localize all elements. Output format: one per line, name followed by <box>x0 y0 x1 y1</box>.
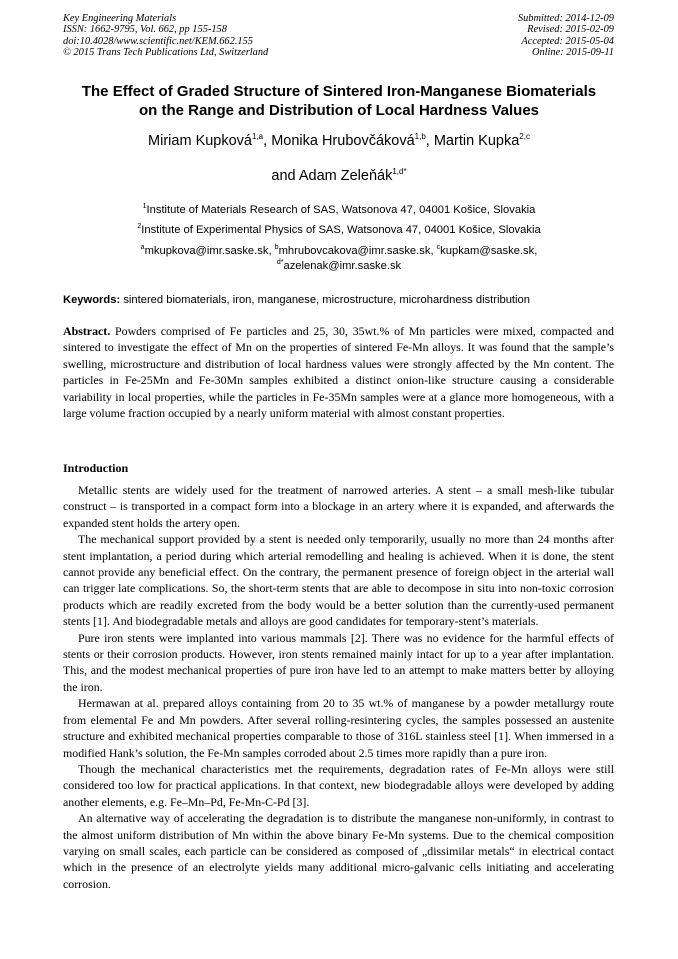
keywords <box>63 293 623 307</box>
paragraph: Metallic stents are widely used for the treatment of narrowed arteries. A stent – a small mesh-like tubular construct – is transported in a compact form into a blockage in an artery where it is expanded, and afterwards the expanded stent holds the artery open. <box>63 483 614 530</box>
author-name: Adam Zeleňák <box>298 168 393 184</box>
abstract-text: Powders comprised of Fe particles and 25, 30, 35wt.% of Mn particles were mixed, compacted and sintered to investigate the effect of Mn on the properties of sintered Fe-Mn alloys. It was found that the sample’s swelling, microstructure and distribution of local hardness values were strongly affected by the Mn content. The particles in Fe-25Mn and Fe-30Mn samples exhibited a distinct onion-like structure causing a considerable variability in local properties, while the particles in Fe-35Mn samples were at a glance more homogeneous, with a large volume fraction occupied by a nearly uniform material with almost constant properties. <box>63 324 614 421</box>
affiliation <box>40 223 638 237</box>
abstract <box>63 323 614 421</box>
author-name: Martin Kupka <box>433 133 520 149</box>
affiliation-text: Institute of Materials Research of SAS, Watsonova 47, 04001 Košice, Slovakia <box>146 204 536 216</box>
author-affiliation-mark: 2,c <box>519 132 530 141</box>
paragraph: Though the mechanical characteristics met the requirements, degradation rates of Fe-Mn alloys were still considered too low for practical applications. In that context, new biodegradable alloys were developed by adding another elements, e.g. Fe–Mn–Pd, Fe-Mn-C-Pd [3]. <box>63 761 614 809</box>
author-list <box>40 132 638 150</box>
author-affiliation-mark: 1,a <box>252 132 264 141</box>
keywords-label: Keywords: <box>63 294 121 306</box>
email-address: mhrubovcakova@imr.saske.sk, <box>278 245 437 257</box>
abstract-label: Abstract. <box>63 324 111 338</box>
affiliation-text: Institute of Experimental Physics of SAS, Watsonova 47, 04001 Košice, Slovakia <box>141 224 541 236</box>
email-address: azelenak@imr.saske.sk <box>283 260 402 272</box>
revised-date: Revised: 2015-02-09 <box>527 24 614 36</box>
affiliation-number: 2 <box>137 223 142 230</box>
email-mark: c <box>436 244 441 251</box>
keywords-text: sintered biomaterials, iron, manganese, microstructure, microhardness distribution <box>123 294 530 306</box>
paragraph: Pure iron stents were implanted into various mammals [2]. There was no evidence for the harmful effects of stents or their corrosion products. However, iron stents remained mainly intact for up to a year after implantation. This, and the modest mechanical properties of pure iron have led to an attempt to make matters better by alloying the iron. <box>63 630 614 694</box>
author-name: Miriam Kupková <box>148 133 252 149</box>
author-connector: and <box>271 168 299 184</box>
email-mark: d* <box>276 259 284 266</box>
copyright-line: © 2015 Trans Tech Publications Ltd, Switzerland <box>63 46 269 58</box>
section-heading: Introduction <box>63 461 129 475</box>
title-line: The Effect of Graded Structure of Sintered Iron-Manganese Biomaterials <box>81 83 597 100</box>
journal-info <box>63 13 268 58</box>
author-separator: , <box>263 133 272 149</box>
accepted-date: Accepted: 2015-05-04 <box>521 35 614 47</box>
affiliation-number: 1 <box>142 203 147 210</box>
author-affiliation-mark: 1,b <box>414 132 426 141</box>
email-mark: a <box>140 244 145 251</box>
paragraph: The mechanical support provided by a stent is needed only temporarily, usually no more than 24 months after stent implantation, a period during which arterial remodelling and healing is achieved. When it is done, the stent cannot provide any beneficial effect. On the contrary, the permanent presence of foreign object in the arterial wall can trigger late complications. So, the short-term stents that are able to decompose in situ into non-toxic corrosion products which are readily excreted from the body would be a better solution than the currently-used permanent stents [1]. And biodegradable metals and alloys are good candidates for temporary-stent’s materials. <box>63 532 614 629</box>
paper-title <box>50 82 628 120</box>
author-separator: , <box>425 133 434 149</box>
affiliation <box>40 203 638 217</box>
journal-name: Key Engineering Materials <box>63 13 177 24</box>
email-address: kupkam@saske.sk, <box>440 245 538 257</box>
submitted-date: Submitted: 2014-12-09 <box>517 13 614 24</box>
author-emails-continued <box>40 259 638 273</box>
author-emails <box>40 244 638 258</box>
email-mark: b <box>274 244 279 251</box>
issn-line: ISSN: 1662-9795, Vol. 662, pp 155-158 <box>63 24 227 36</box>
online-date: Online: 2015-09-11 <box>531 46 614 58</box>
doi-line: doi:10.4028/www.scientific.net/KEM.662.155 <box>63 35 253 47</box>
publication-dates <box>518 13 614 58</box>
introduction-body <box>63 482 614 892</box>
author-list-continued <box>40 167 638 185</box>
author-affiliation-mark: 1,d* <box>392 167 407 176</box>
title-line: on the Range and Distribution of Local Hardness Values <box>138 102 540 119</box>
email-address: mkupkova@imr.saske.sk, <box>144 245 275 257</box>
author-name: Monika Hrubovčáková <box>271 133 415 149</box>
paragraph: An alternative way of accelerating the degradation is to distribute the manganese non-uniformly, in contrast to the almost uniform distribution of Mn within the above binary Fe-Mn systems. Due to the chemical composition varying on small scales, each particle can be considered as composed of „dissimilar metals“ in electrical contact which in the presence of an electrolyte yields many additional micro-galvanic cells initiating and accelerating corrosion. <box>63 811 614 891</box>
paragraph: Hermawan at al. prepared alloys containing from 20 to 35 wt.% of manganese by a powder metallurgy route from elemental Fe and Mn powders. After several rolling-resintering cycles, the samples possessed an austenite structure and exhibited mechanical properties comparable to those of 316L stainless steel [1]. When immersed in a modified Hank’s solution, the Fe-Mn samples corroded about 2.5 times more rapidly than a pure iron. <box>63 696 614 760</box>
